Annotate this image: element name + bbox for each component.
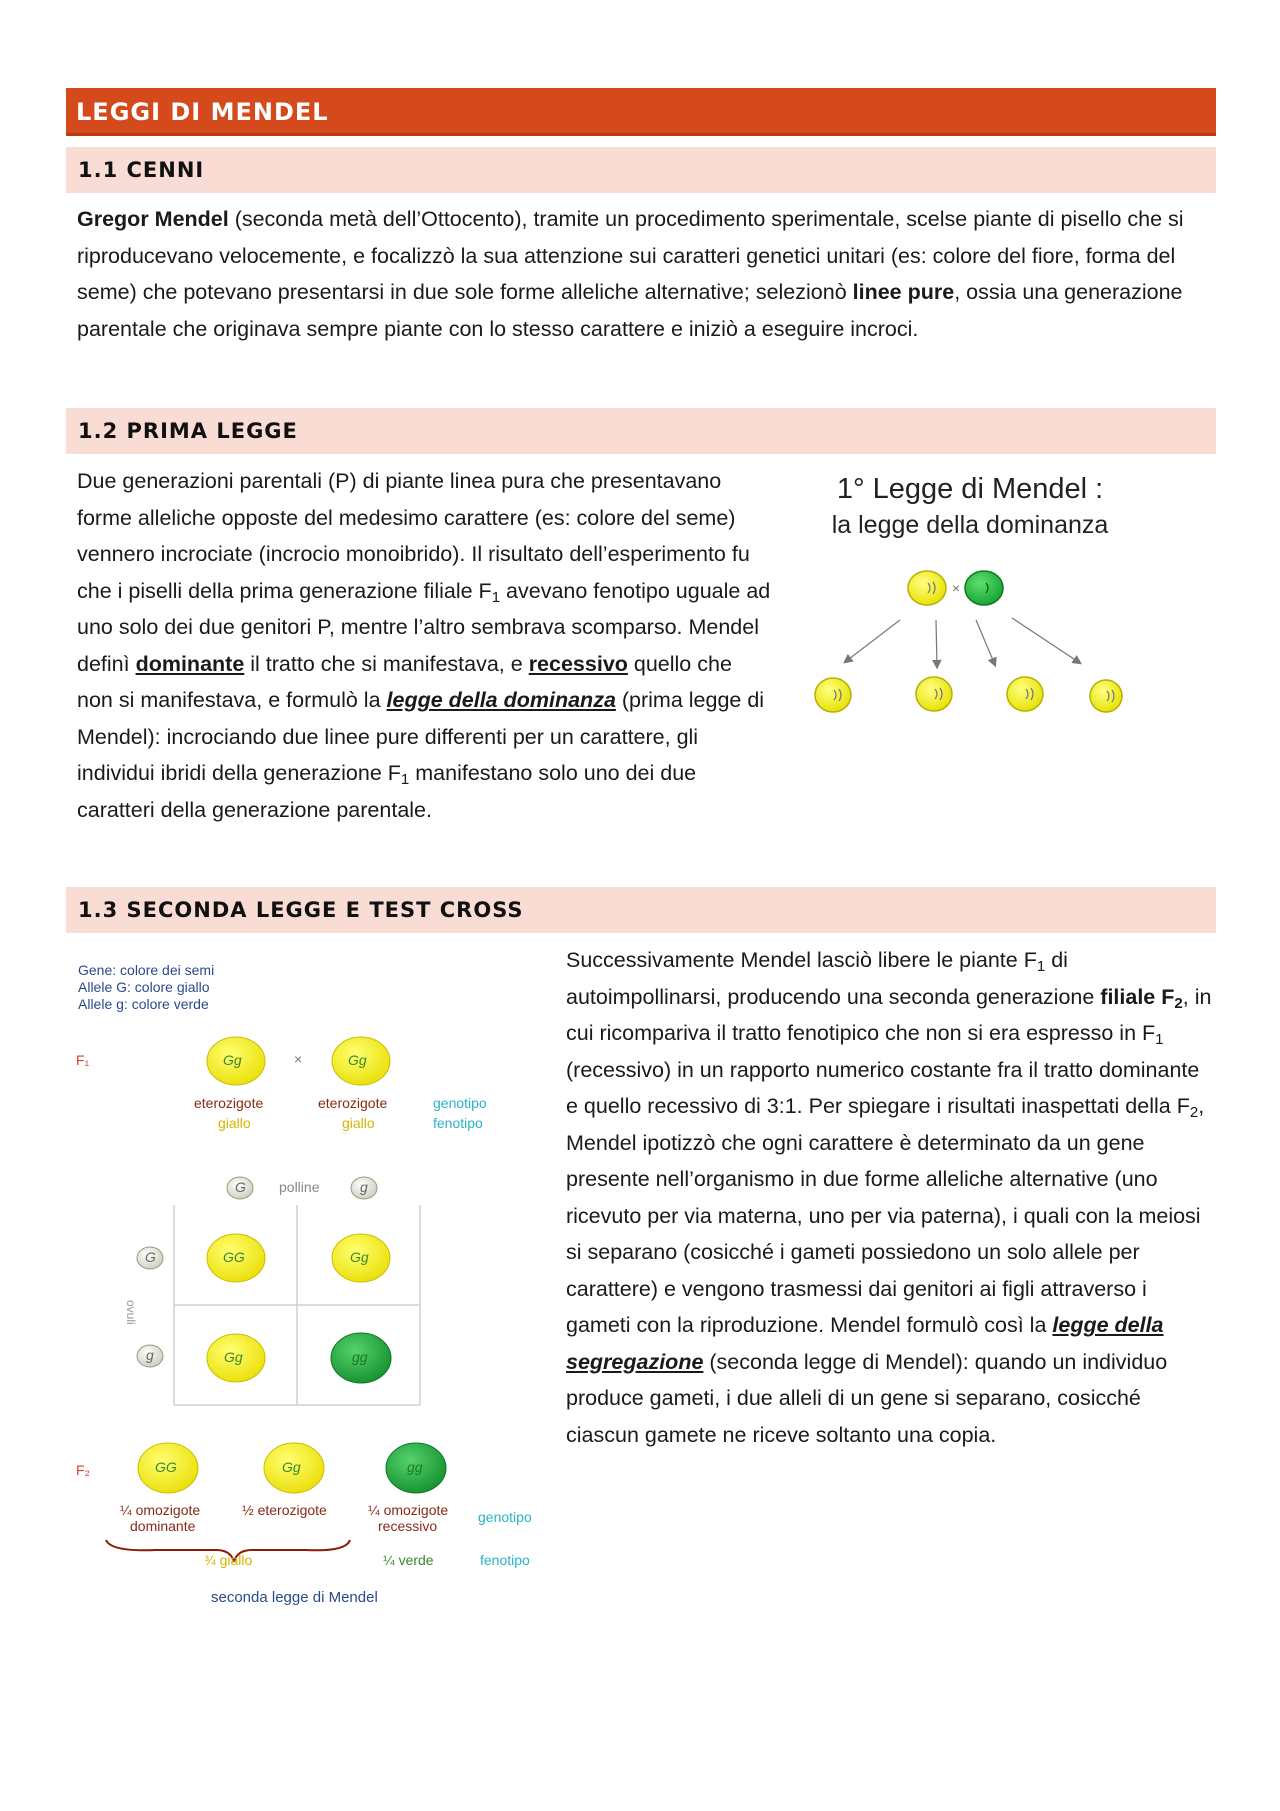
label-giallo-2: giallo	[342, 1115, 375, 1131]
subscript: 2	[1189, 1103, 1199, 1121]
figure-prima-legge	[790, 470, 1150, 740]
label-f2: F₂	[76, 1462, 90, 1478]
parent-yellow-pea	[908, 571, 946, 605]
text-run: filiale F	[1100, 984, 1175, 1009]
ovule-label-g: g	[146, 1347, 154, 1363]
label-ovuli: ovuli	[124, 1300, 138, 1325]
subscript: 2	[1174, 994, 1183, 1012]
figure-title-line2: la legge della dominanza	[831, 511, 1109, 539]
f2-genotype-Gg: Gg	[282, 1459, 301, 1475]
label-omozigote-dominante-2: dominante	[130, 1518, 196, 1534]
document-title: LEGGI DI MENDEL	[66, 88, 1216, 136]
term-legge-della-segregazione: legge della segregazione	[566, 1313, 1164, 1374]
cell-genotype-Gg: Gg	[224, 1349, 243, 1365]
figure-caption: seconda legge di Mendel	[211, 1589, 378, 1606]
paragraph-cenni	[77, 201, 1217, 347]
label-eterozigote-f2: ½ eterozigote	[242, 1502, 327, 1518]
text-run: di autoimpollinarsi, producendo una seconda generazione	[566, 948, 1101, 1009]
label-giallo-1: giallo	[218, 1115, 251, 1131]
f2-genotype-GG: GG	[155, 1459, 177, 1475]
text-run: , in cui ricompariva il tratto fenotipico che non si era espresso in F	[566, 984, 1212, 1045]
text-run: (seconda legge di Mendel): quando un individuo produce gameti, i due alleli di un gene si separano, cosicché ciascun gamete ne riceve soltanto una copia.	[566, 1349, 1168, 1447]
bold-filiale-f2	[1100, 984, 1183, 1012]
label-tre-quarti-giallo: ¾ giallo	[204, 1552, 253, 1568]
label-f1: F₁	[76, 1052, 90, 1068]
offspring-yellow-pea	[916, 677, 952, 711]
section-heading-cenni: 1.1 CENNI	[66, 147, 1216, 193]
offspring-yellow-pea	[1090, 680, 1122, 712]
label-polline: polline	[279, 1179, 320, 1195]
subscript: 1	[1155, 1030, 1164, 1048]
paragraph-seconda-legge	[566, 942, 1216, 1453]
text-run: il tratto che si manifestava, e	[244, 651, 529, 676]
gamete-label-G: G	[235, 1179, 246, 1195]
f2-genotype-gg: gg	[407, 1459, 423, 1475]
offspring-yellow-pea	[1007, 677, 1043, 711]
label-eterozigote-2: eterozigote	[318, 1095, 388, 1111]
dominance-diagram	[790, 470, 1150, 740]
offspring-yellow-pea	[815, 678, 851, 712]
arrow	[976, 620, 995, 665]
ovule-label-G: G	[145, 1249, 156, 1265]
label-fenotipo: fenotipo	[433, 1115, 483, 1131]
legend-allele-G: Allele G: colore giallo	[78, 979, 210, 995]
label-omozigote-recessivo-1: ¼ omozigote	[368, 1502, 449, 1518]
genotype-parent-2: Gg	[348, 1052, 367, 1068]
bold-linee-pure: linee pure	[852, 280, 955, 304]
figure-title-line1: 1° Legge di Mendel :	[836, 473, 1104, 505]
subscript: 1	[400, 770, 410, 788]
legend-gene: Gene: colore dei semi	[78, 962, 215, 978]
arrow	[936, 620, 937, 667]
text-run: , Mendel ipotizzò che ogni carattere è determinato da un gene presente nell’organismo in due forme alleliche alternative (uno ricevuto per via materna, uno per via paterna), i quali con la meiosi si separano (cosicché i gameti possiedono un solo allele per carattere) e vengono trasmessi dai genitori ai figli attraverso i gameti con la riproduzione. Mendel formulò così la	[566, 1094, 1205, 1337]
label-omozigote-dominante-1: ¼ omozigote	[120, 1502, 201, 1518]
label-eterozigote-1: eterozigote	[194, 1095, 264, 1111]
gamete-label-g: g	[360, 1179, 368, 1195]
text-run: quello che non si manifestava, e formulò la	[77, 651, 732, 712]
parent-green-pea	[965, 571, 1003, 605]
text-run: (recessivo) in un rapporto numerico costante fra il tratto dominante e quello recessivo di 3:1. Per spiegare i risultati inaspettati della F	[566, 1057, 1200, 1118]
figure-seconda-legge	[66, 950, 566, 1610]
label-omozigote-recessivo-2: recessivo	[378, 1518, 438, 1534]
section-heading-seconda-legge: 1.3 SECONDA LEGGE E TEST CROSS	[66, 887, 1216, 933]
bold-gregor-mendel: Gregor Mendel	[77, 207, 229, 231]
term-dominante: dominante	[135, 651, 245, 676]
term-legge-della-dominanza: legge della dominanza	[386, 688, 616, 712]
cell-genotype-GG: GG	[223, 1249, 245, 1265]
cross-symbol: ×	[294, 1051, 303, 1067]
legend-allele-g: Allele g: colore verde	[78, 996, 209, 1012]
section-heading-prima-legge: 1.2 PRIMA LEGGE	[66, 408, 1216, 454]
text-run: (prima legge di Mendel): incrociando due linee pure differenti per un carattere, gli individui ibridi della generazione F	[77, 688, 765, 785]
text-run: manifestano solo uno dei due caratteri della generazione parentale.	[77, 761, 697, 822]
label-un-quarto-verde: ¼ verde	[383, 1552, 434, 1568]
cell-genotype-gg: gg	[352, 1349, 368, 1365]
arrow	[1012, 618, 1080, 663]
term-recessivo: recessivo	[528, 651, 628, 676]
label-genotipo: genotipo	[433, 1095, 487, 1111]
cross-symbol: ×	[952, 580, 961, 596]
subscript: 1	[491, 588, 501, 606]
label-fenotipo-f2: fenotipo	[480, 1552, 530, 1568]
text-run: avevano fenotipo uguale ad uno solo dei due genitori P, mentre l’altro sembrava scomparso. Mendel definì	[77, 578, 771, 676]
text-run: (seconda metà dell’Ottocento), tramite un procedimento sperimentale, scelse piante di pisello che si riproducevano velocemente, e focalizzò la sua attenzione sui caratteri genetici unitari (es: colore del fiore, forma del seme) che potevano presentarsi in due sole forme alleliche alternative; selezionò	[77, 207, 1184, 304]
arrow	[845, 620, 900, 662]
label-genotipo-f2: genotipo	[478, 1509, 532, 1525]
text-run: Due generazioni parentali (P) di piante linea pura che presentavano forme alleliche opposte del medesimo carattere (es: colore del seme) vennero incrociate (incrocio monoibrido). Il risultato dell’esperimento fu che i piselli della prima generazione filiale F	[77, 469, 750, 603]
genotype-parent-1: Gg	[223, 1052, 242, 1068]
text-run: Successivamente Mendel lasciò libere le piante F	[566, 948, 1037, 972]
text-run: , ossia una generazione parentale che originava sempre piante con lo stesso carattere e iniziò a eseguire incroci.	[77, 280, 1183, 341]
subscript: 1	[1036, 957, 1046, 975]
cell-genotype-Gg: Gg	[350, 1249, 369, 1265]
